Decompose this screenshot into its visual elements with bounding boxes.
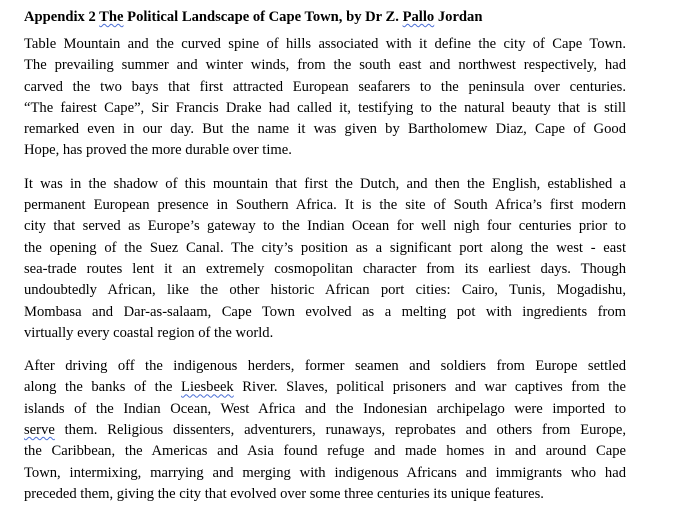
paragraph-line: virtually every coastal region of the world. — [24, 324, 274, 341]
paragraph-line: “The fairest Cape”, Sir Francis Drake had called it, testifying to the natural beauty that is still — [24, 99, 626, 116]
paragraph-line: islands of the Indian Ocean, West Africa and the Indonesian archipelago were imported to — [24, 400, 626, 417]
paragraph-line: preceded them, giving the city that evolved over some three centuries its unique features. — [24, 485, 544, 502]
paragraph-line: The prevailing summer and winter winds, from the south east and northwest respectively, had — [24, 57, 626, 74]
paragraph-line: After driving off the indigenous herders, former seamen and soldiers from Europe settled — [24, 358, 626, 375]
paragraph-line: the opening of the Suez Canal. The city’s position as a significant port along the west - east — [24, 239, 626, 256]
paragraph-line: carved the two bays that first attracted European seafarers to the peninsula over centuries. — [24, 78, 626, 95]
paragraph-line: It was in the shadow of this mountain that first the Dutch, and then the English, established a — [24, 175, 626, 192]
document-page — [24, 6, 626, 517]
paragraph-line: sea-trade routes lent it an extremely cosmopolitan character from its earliest days. Though — [24, 260, 626, 277]
word-liesbeek: Liesbeek — [181, 379, 234, 396]
paragraph-line: Table Mountain and the curved spine of hills associated with it define the city of Cape Town. — [24, 36, 626, 52]
heading-word-pallo: Pallo — [402, 9, 435, 25]
paragraph-line: Town, intermixing, marrying and merging with indigenous Africans and immigrants who had — [24, 464, 626, 481]
paragraph-line: Mombasa and Dar-as-salaam, Cape Town evolved as a melting pot with ingredients from — [24, 303, 626, 320]
paragraph-line — [24, 420, 626, 441]
paragraph-2 — [24, 174, 626, 344]
line-text: them. Religious dissenters, adventurers, runaways, reprobates and others from Europe, — [54, 422, 626, 439]
paragraph-line — [24, 377, 626, 398]
appendix-heading — [24, 6, 626, 28]
line-text: River. Slaves, political prisoners and war captives from the — [233, 379, 626, 396]
line-text: along the banks of the — [24, 379, 182, 396]
heading-prefix: Appendix 2 — [24, 9, 100, 25]
paragraph-1 — [24, 34, 626, 162]
word-serve: serve — [24, 422, 55, 439]
paragraph-line: the Caribbean, the Americas and Asia found refuge and made homes in and around Cape — [24, 443, 626, 460]
paragraph-line: undoubtedly African, like the other historic African port cities: Cairo, Tunis, Mogadishu, — [24, 282, 626, 299]
paragraph-line: Hope, has proved the more durable over time. — [24, 142, 292, 159]
paragraph-line: permanent European presence in Southern Africa. It is the site of South Africa’s first modern — [24, 197, 626, 214]
heading-word-the: The — [99, 9, 124, 25]
paragraph-line: city that served as Europe’s gateway to the Indian Ocean for well nigh four centuries prior to — [24, 218, 626, 235]
heading-middle: Political Landscape of Cape Town, by Dr Z. — [123, 9, 403, 25]
paragraph-line: remarked even in our day. But the name it was given by Bartholomew Diaz, Cape of Good — [24, 121, 626, 138]
paragraph-3 — [24, 356, 626, 505]
heading-suffix: Jordan — [434, 9, 483, 25]
